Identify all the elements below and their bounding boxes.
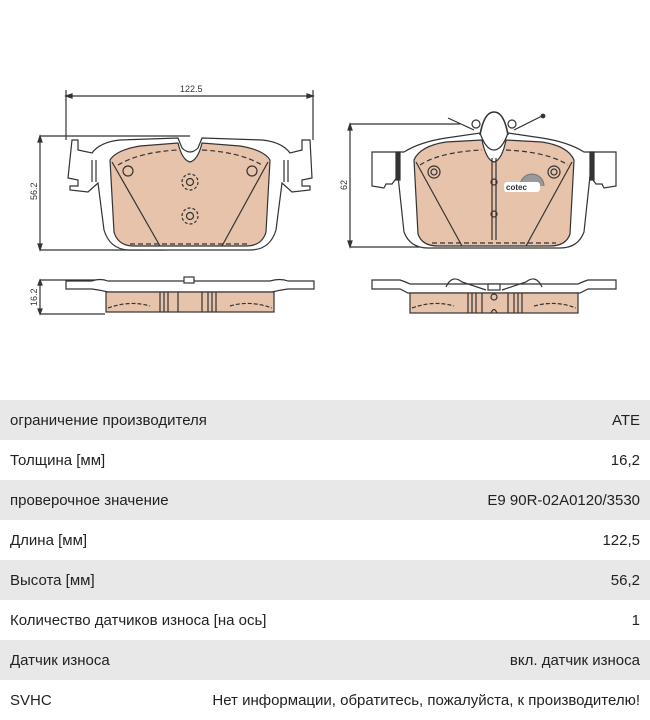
spec-label: Длина [мм] <box>10 531 88 549</box>
spec-value: 122,5 <box>602 531 640 549</box>
spec-value: Нет информации, обратитесь, пожалуйста, к производителю! <box>212 691 640 709</box>
spec-row-thickness <box>0 440 650 480</box>
spec-label: ограничение производителя <box>10 411 207 429</box>
dimension-height-front-label: 56.2 <box>29 182 39 200</box>
spec-value: вкл. датчик износа <box>509 651 640 669</box>
spec-label: проверочное значение <box>10 491 169 509</box>
spec-row-svhc <box>0 680 650 720</box>
spec-value: 1 <box>631 611 640 629</box>
spec-label: Высота [мм] <box>10 571 95 589</box>
spec-value: 16,2 <box>610 451 640 469</box>
spec-row-length <box>0 520 650 560</box>
spec-label: SVHC <box>10 691 52 709</box>
spec-value: E9 90R-02A0120/3530 <box>487 491 640 509</box>
back-view-pad <box>348 112 616 248</box>
back-side-view <box>372 279 616 313</box>
spec-value: 56,2 <box>610 571 640 589</box>
dimension-height-back-label: 62 <box>339 179 349 190</box>
spec-value: ATE <box>611 411 640 429</box>
spec-row-height <box>0 560 650 600</box>
spec-row-manufacturer-restriction <box>0 400 650 440</box>
dimension-length-label: 122.5 <box>180 84 203 94</box>
front-view-pad <box>38 90 313 250</box>
front-side-view <box>38 277 314 314</box>
spec-label: Датчик износа <box>10 651 110 669</box>
spec-row-test-value <box>0 480 650 520</box>
dimension-thickness-label: 16.2 <box>29 288 39 306</box>
spec-label: Количество датчиков износа [на ось] <box>10 611 267 629</box>
spec-row-wear-sensor <box>0 640 650 680</box>
specifications-table <box>0 400 650 720</box>
cotec-logo-text: cotec <box>506 183 527 192</box>
spec-row-wear-sensor-count <box>0 600 650 640</box>
spec-label: Толщина [мм] <box>10 451 106 469</box>
